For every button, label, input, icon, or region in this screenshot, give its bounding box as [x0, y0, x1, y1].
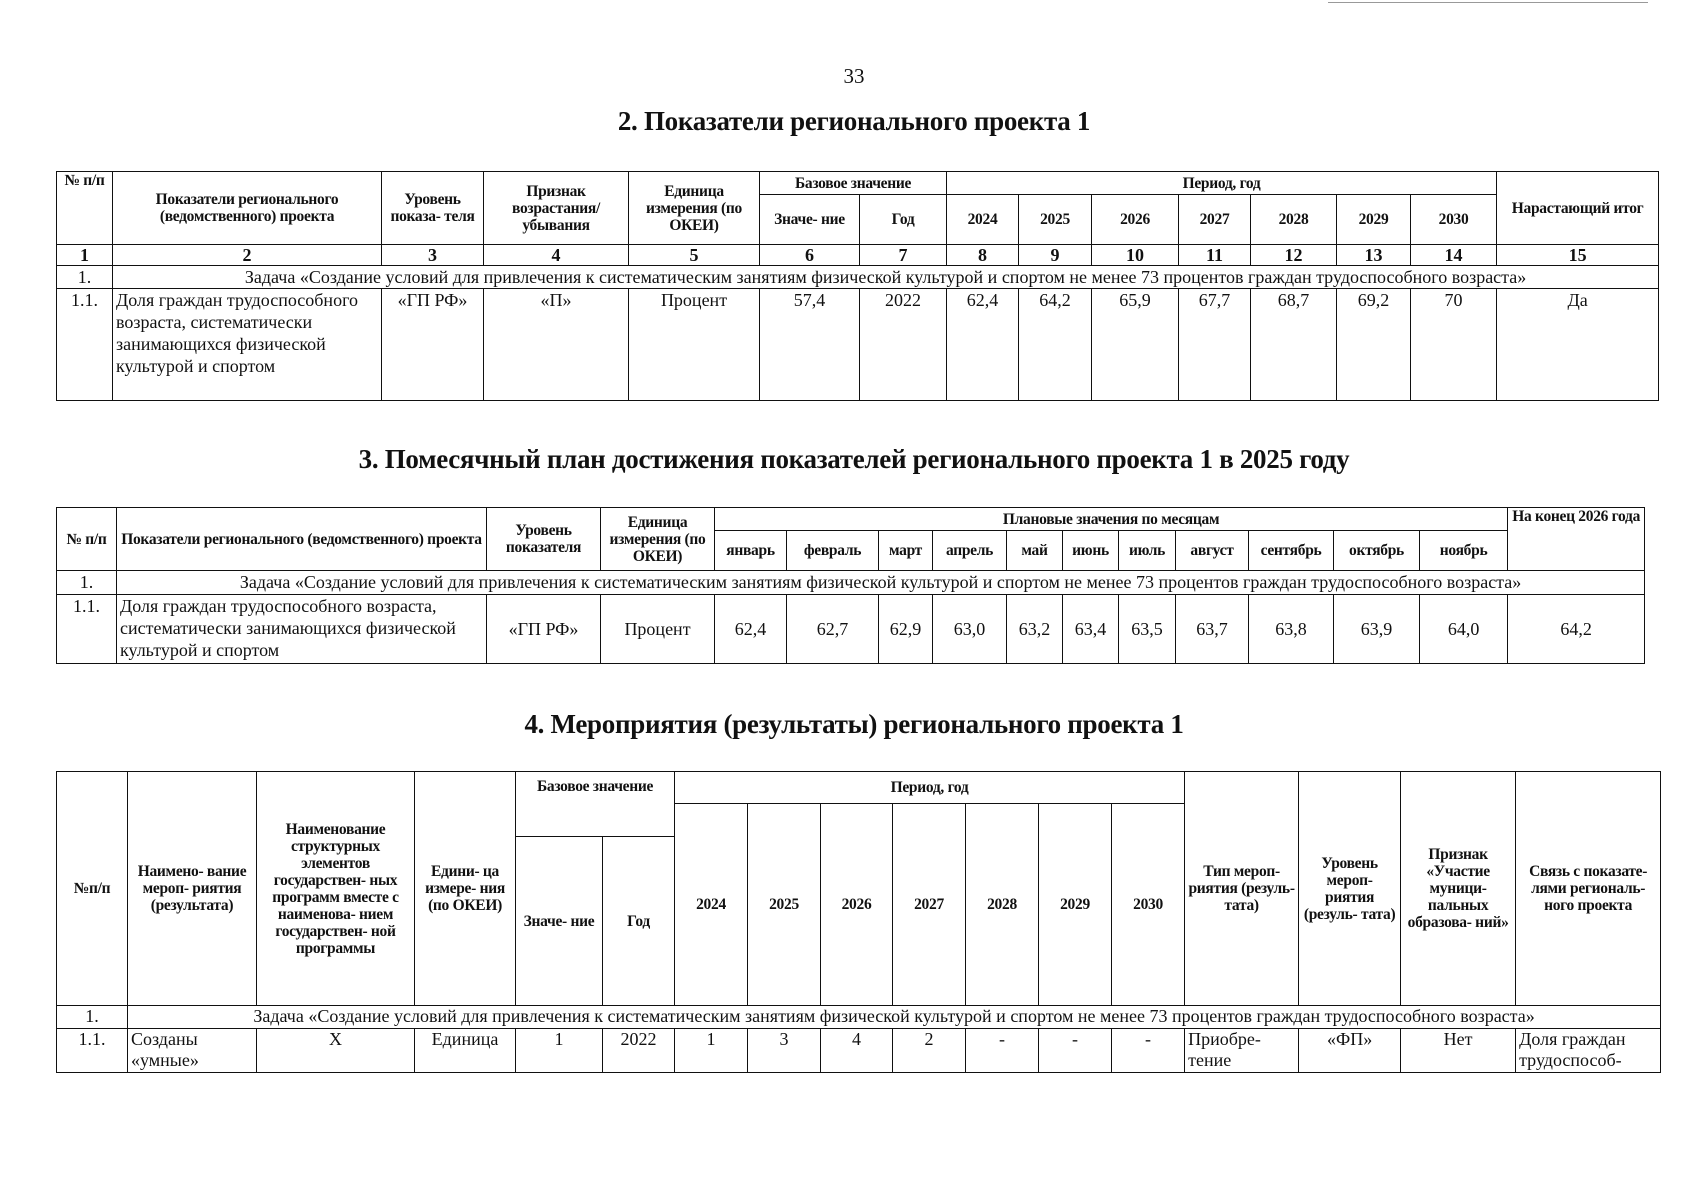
header-month: август: [1176, 531, 1249, 571]
row-base-value: 57,4: [760, 289, 860, 401]
task-row: [57, 571, 1645, 595]
header-type: Тип мероп- риятия (резуль- тата): [1185, 772, 1299, 1006]
header-base: Базовое значение: [516, 772, 675, 837]
row-value: 63,0: [933, 595, 1007, 664]
column-number: 5: [629, 245, 760, 266]
header-indicator: Показатели регионального (ведомственного) проекта: [113, 172, 382, 245]
column-number: 1: [57, 245, 113, 266]
header-year: 2029: [1039, 804, 1112, 1006]
row-link: Доля граждан трудоспособ-: [1516, 1029, 1661, 1073]
row-sign: «П»: [484, 289, 629, 401]
column-number: 8: [947, 245, 1019, 266]
header-year: 2028: [1251, 195, 1337, 245]
row-value: 68,7: [1251, 289, 1337, 401]
column-number: 12: [1251, 245, 1337, 266]
header-participation: Признак «Участие муници- пальных образова- ний»: [1401, 772, 1516, 1006]
row-value: 2: [893, 1029, 966, 1073]
task-row: [57, 266, 1659, 289]
row-value: 63,9: [1334, 595, 1420, 664]
section2-title: 2. Показатели регионального проекта 1: [617, 106, 1091, 136]
column-number: 9: [1019, 245, 1092, 266]
row-value: 63,8: [1249, 595, 1334, 664]
row-value: 65,9: [1092, 289, 1179, 401]
column-number: 13: [1337, 245, 1411, 266]
row-num: 1.1.: [57, 289, 113, 401]
row-value: -: [1112, 1029, 1185, 1073]
header-num: №п/п: [57, 772, 128, 1006]
header-period: Период, год: [675, 772, 1185, 804]
header-year: 2030: [1112, 804, 1185, 1006]
header-base-value: Значе- ние: [516, 837, 603, 1006]
task-text: Задача «Создание условий для привлечения к систематическим занятиям физической культурой и спортом не менее 73 процентов граждан трудоспособного возраста»: [117, 571, 1645, 595]
header-base-year: Год: [860, 195, 947, 245]
row-type: Приобре- тение: [1185, 1029, 1299, 1073]
header-period: Период, год: [947, 172, 1497, 195]
header-base-year: Год: [603, 837, 675, 1006]
column-number: 10: [1092, 245, 1179, 266]
column-number: 4: [484, 245, 629, 266]
indicators-table: [56, 171, 1659, 401]
header-base: Базовое значение: [760, 172, 947, 195]
row-level: «ФП»: [1299, 1029, 1401, 1073]
monthly-plan-table: [56, 507, 1645, 664]
row-value: 3: [748, 1029, 821, 1073]
row-value: 63,7: [1176, 595, 1249, 664]
task-num: 1.: [57, 571, 117, 595]
row-value: 70: [1411, 289, 1497, 401]
header-name: Наимено- вание мероп- риятия (результата): [128, 772, 257, 1006]
task-row: [57, 1006, 1661, 1029]
header-year: 2026: [1092, 195, 1179, 245]
header-month: май: [1007, 531, 1063, 571]
header-year: 2024: [675, 804, 748, 1006]
activities-table: [56, 771, 1661, 1073]
task-text: Задача «Создание условий для привлечения к систематическим занятиям физической культурой и спортом не менее 73 процентов граждан трудоспособного возраста»: [113, 266, 1659, 289]
header-level: Уровень показателя: [487, 508, 601, 571]
row-value: 64,2: [1019, 289, 1092, 401]
header-month: июнь: [1063, 531, 1119, 571]
header-month: январь: [715, 531, 787, 571]
page-number: 33: [843, 64, 865, 88]
row-level: «ГП РФ»: [487, 595, 601, 664]
header-num: № п/п: [57, 508, 117, 571]
row-value: 62,4: [947, 289, 1019, 401]
row-value: -: [1039, 1029, 1112, 1073]
row-struct: Х: [257, 1029, 415, 1073]
row-value: 64,0: [1420, 595, 1508, 664]
header-level: Уровень показа- теля: [382, 172, 484, 245]
row-value: 63,5: [1119, 595, 1176, 664]
row-base-year: 2022: [860, 289, 947, 401]
header-month: октябрь: [1334, 531, 1420, 571]
column-number: 15: [1497, 245, 1659, 266]
row-unit: Процент: [629, 289, 760, 401]
column-number: 14: [1411, 245, 1497, 266]
header-year: 2025: [748, 804, 821, 1006]
header-struct: Наименование структурных элементов государствен- ных программ вместе с наименова- нием государствен- ной программы: [257, 772, 415, 1006]
section3-title: 3. Помесячный план достижения показателей регионального проекта 1 в 2025 году: [358, 444, 1350, 474]
table-row: [57, 1029, 1661, 1073]
section4-title: 4. Мероприятия (результаты) регионального проекта 1: [524, 709, 1184, 739]
header-sign: Признак возрастания/ убывания: [484, 172, 629, 245]
header-cumulative: Нарастающий итог: [1497, 172, 1659, 245]
task-num: 1.: [57, 266, 113, 289]
header-num: № п/п: [57, 172, 113, 245]
row-value: 62,4: [715, 595, 787, 664]
header-indicator: Показатели регионального (ведомственного) проекта: [117, 508, 487, 571]
table-row: [57, 289, 1659, 401]
row-cumulative: Да: [1497, 289, 1659, 401]
row-value: 63,4: [1063, 595, 1119, 664]
header-year: 2030: [1411, 195, 1497, 245]
row-base-year: 2022: [603, 1029, 675, 1073]
row-value: 67,7: [1179, 289, 1251, 401]
column-number: 3: [382, 245, 484, 266]
column-number: 11: [1179, 245, 1251, 266]
header-unit: Единица измерения (по ОКЕИ): [629, 172, 760, 245]
row-base-value: 1: [516, 1029, 603, 1073]
column-number: 6: [760, 245, 860, 266]
row-unit: Единица: [415, 1029, 516, 1073]
header-level: Уровень мероп- риятия (резуль- тата): [1299, 772, 1401, 1006]
header-year: 2025: [1019, 195, 1092, 245]
header-month: март: [879, 531, 933, 571]
row-indicator: Доля граждан трудоспособного возраста, систематически занимающихся физической культурой и спортом: [117, 595, 487, 664]
row-num: 1.1.: [57, 595, 117, 664]
row-value: 62,7: [787, 595, 879, 664]
row-value: 63,2: [1007, 595, 1063, 664]
row-unit: Процент: [601, 595, 715, 664]
row-name: Созданы «умные»: [128, 1029, 257, 1073]
row-participation: Нет: [1401, 1029, 1516, 1073]
header-year: 2027: [893, 804, 966, 1006]
header-unit: Едини- ца измере- ния (по ОКЕИ): [415, 772, 516, 1006]
header-month: февраль: [787, 531, 879, 571]
header-year: 2029: [1337, 195, 1411, 245]
header-month: сентябрь: [1249, 531, 1334, 571]
header-end: На конец 2026 года: [1508, 508, 1645, 571]
header-month: июль: [1119, 531, 1176, 571]
header-month: ноябрь: [1420, 531, 1508, 571]
header-year: 2027: [1179, 195, 1251, 245]
row-value: 69,2: [1337, 289, 1411, 401]
row-value: 62,9: [879, 595, 933, 664]
header-year: 2028: [966, 804, 1039, 1006]
header-year: 2024: [947, 195, 1019, 245]
task-num: 1.: [57, 1006, 128, 1029]
column-numbers-row: [57, 245, 1659, 266]
header-planned: Плановые значения по месяцам: [715, 508, 1508, 531]
row-value: 1: [675, 1029, 748, 1073]
row-num: 1.1.: [57, 1029, 128, 1073]
header-month: апрель: [933, 531, 1007, 571]
row-level: «ГП РФ»: [382, 289, 484, 401]
table-row: [57, 595, 1645, 664]
header-unit: Единица измерения (по ОКЕИ): [601, 508, 715, 571]
row-indicator: Доля граждан трудоспособного возраста, систематически занимающихся физической культурой и спортом: [113, 289, 382, 401]
header-link: Связь с показате- лями региональ- ного проекта: [1516, 772, 1661, 1006]
row-value: 4: [821, 1029, 893, 1073]
column-number: 7: [860, 245, 947, 266]
column-number: 2: [113, 245, 382, 266]
task-text: Задача «Создание условий для привлечения к систематическим занятиям физической культурой и спортом не менее 73 процентов граждан трудоспособного возраста»: [128, 1006, 1661, 1029]
header-year: 2026: [821, 804, 893, 1006]
row-value: -: [966, 1029, 1039, 1073]
top-edge-line: [1328, 2, 1648, 3]
header-base-value: Значе- ние: [760, 195, 860, 245]
row-end: 64,2: [1508, 595, 1645, 664]
